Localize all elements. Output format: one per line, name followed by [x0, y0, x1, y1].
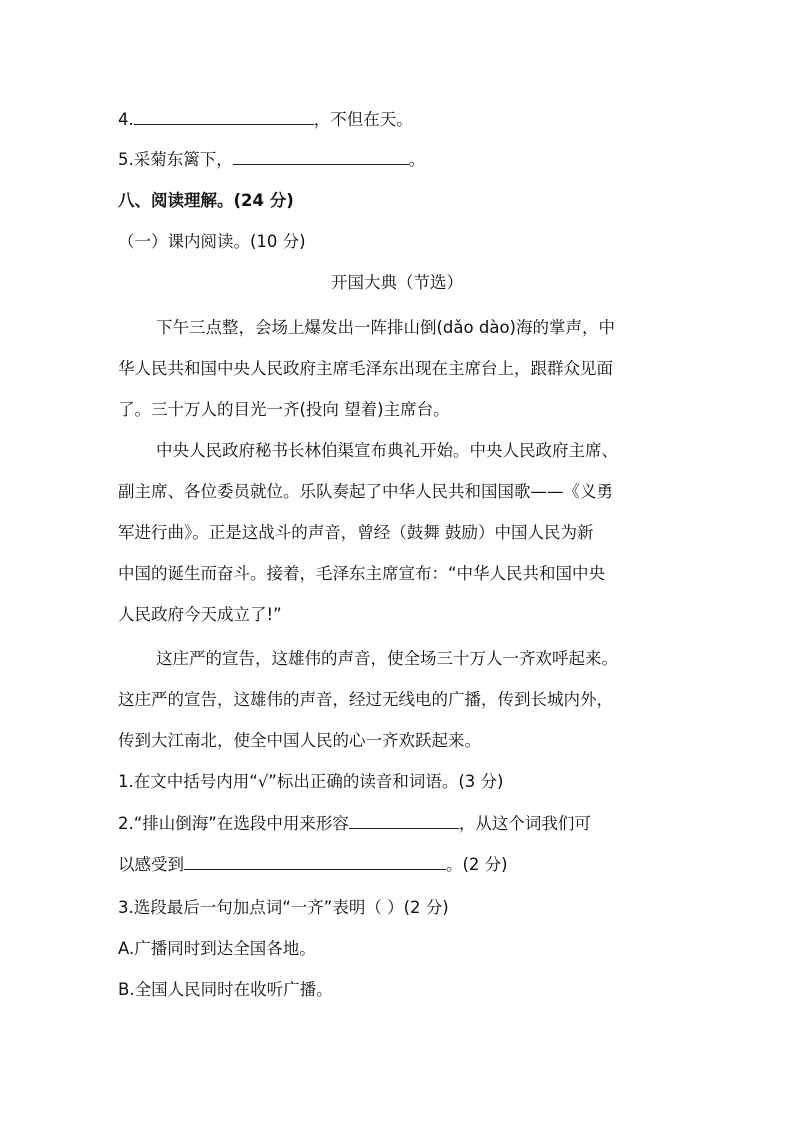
q4-suffix: ，不但在天。 — [313, 110, 413, 129]
section-8-title: 八、阅读理解。(24 分) — [118, 191, 294, 210]
q2-blank-2[interactable] — [184, 853, 446, 870]
p1-line-2: 华人民共和国中央人民政府主席毛泽东出现在主席台上，跟群众见面 — [118, 359, 613, 378]
p3-line-1: 这庄严的宣告，这雄伟的声音，使全场三十万人一齐欢呼起来。 — [156, 649, 618, 668]
p3-line-3-a: 传到大江南北，使全中国人民的心 — [118, 731, 366, 750]
q2-blank-1[interactable] — [349, 812, 459, 829]
question-5 — [118, 148, 425, 171]
p2-line-2: 副主席、各位委员就位。乐队奏起了中华人民共和国国歌——《义勇 — [118, 482, 613, 501]
q2-text-c: 以感受到 — [118, 855, 184, 874]
question-4 — [118, 108, 413, 131]
option-a: A.广播同时到达全国各地。 — [118, 939, 316, 958]
q2-text-a: 2.“排山倒海”在选段中用来形容 — [118, 814, 349, 833]
question-3: 3.选段最后一句加点词“一齐”表明（ ）(2 分) — [118, 898, 449, 917]
subsection-1-title: （一）课内阅读。(10 分) — [118, 232, 306, 251]
p2-line-3: 军进行曲》。正是这战斗的声音，曾经（鼓舞 鼓励）中国人民为新 — [118, 523, 594, 542]
q2-text-b: ，从这个词我们可 — [458, 814, 591, 833]
option-b: B.全国人民同时在收听广播。 — [118, 980, 333, 999]
p3-line-3-emphasis: 一齐 — [365, 731, 399, 750]
p3-line-3 — [118, 730, 481, 752]
q2-text-d: 。(2 分) — [446, 855, 508, 874]
p3-line-3-c: 欢跃起来。 — [398, 731, 481, 750]
question-2-line-2 — [118, 853, 508, 876]
p3-line-2: 这庄严的宣告，这雄伟的声音，经过无线电的广播，传到长城内外， — [118, 690, 613, 709]
question-1: 1.在文中括号内用“√”标出正确的读音和词语。(3 分) — [118, 772, 504, 791]
question-2-line-1 — [118, 812, 591, 835]
q4-blank[interactable] — [134, 108, 314, 125]
p2-line-1: 中央人民政府秘书长林伯渠宣布典礼开始。中央人民政府主席、 — [156, 441, 618, 460]
q4-prefix: 4. — [118, 110, 134, 129]
q5-blank[interactable] — [233, 148, 409, 165]
p2-line-4: 中国的诞生而奋斗。接着，毛泽东主席宣布：“中华人民共和国中央 — [118, 564, 606, 583]
q5-prefix: 5.采菊东篱下， — [118, 150, 233, 169]
p2-line-5: 人民政府今天成立了!” — [118, 605, 282, 624]
p1-line-1: 下午三点整，会场上爆发出一阵排山倒(dǎo dào)海的掌声，中 — [156, 318, 615, 337]
passage-title: 开国大典（节选） — [331, 273, 463, 292]
p1-line-3: 了。三十万人的目光一齐(投向 望着)主席台。 — [118, 400, 450, 419]
q5-suffix: 。 — [408, 150, 426, 169]
